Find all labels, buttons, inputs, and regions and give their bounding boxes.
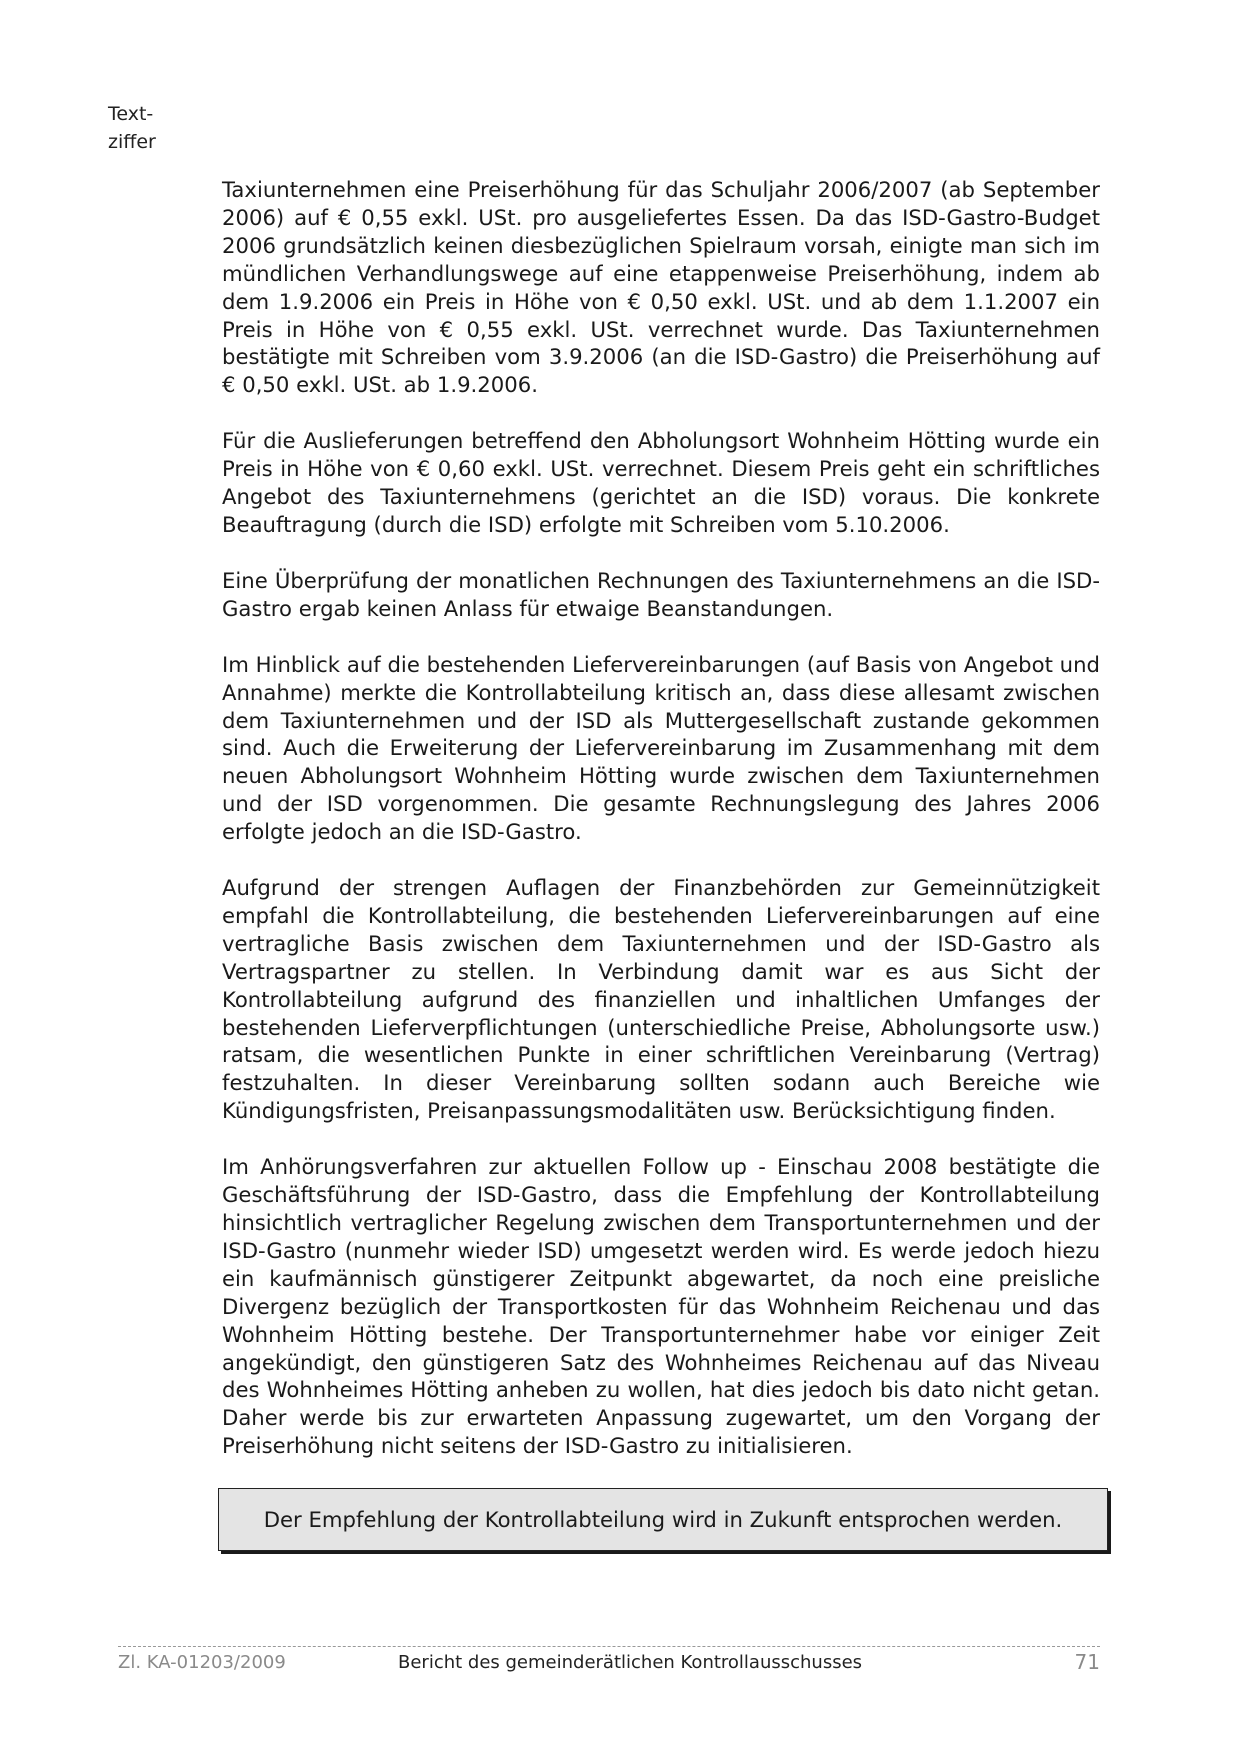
statement-box bbox=[218, 1488, 1108, 1551]
margin-label-line-2: ziffer bbox=[108, 131, 156, 153]
footer-title: Bericht des gemeinderätlichen Kontrollausschusses bbox=[398, 1652, 863, 1673]
paragraph-5: Aufgrund der strengen Auflagen der Finanzbehörden zur Gemeinnützigkeit empfahl die Kontrollabteilung, die bestehenden Liefervereinbarungen auf eine vertragliche Basis zwischen dem Taxiunternehmen und der ISD-Gastro als Vertragspartner zu stellen. In Verbindung damit war es aus Sicht der Kontrollabteilung aufgrund des finanziellen und inhaltlichen Umfanges der bestehenden Lieferverpflichtungen (unterschiedliche Preise, Abholungsorte usw.) ratsam, die wesentlichen Punkte in einer schriftlichen Vereinbarung (Vertrag) festzuhalten. In dieser Vereinbarung sollten sodann auch Bereiche wie Kündigungsfristen, Preisanpassungsmodalitäten usw. Berücksichtigung finden. bbox=[222, 875, 1100, 1124]
margin-label bbox=[108, 100, 156, 156]
paragraph-6: Im Anhörungsverfahren zur aktuellen Follow up - Einschau 2008 bestätigte die Geschäftsführung der ISD-Gastro, dass die Empfehlung der Kontrollabteilung hinsichtlich vertraglicher Regelung zwischen dem Transportunternehmen und der ISD-Gastro (nunmehr wieder ISD) umgesetzt werden wird. Es werde jedoch hiezu ein kaufmännisch günstigerer Zeitpunkt abgewartet, da noch eine preisliche Divergenz bezüglich der Transportkosten für das Wohnheim Reichenau und das Wohnheim Hötting bestehe. Der Transportunternehmer habe vor einiger Zeit angekündigt, den günstigeren Satz des Wohnheimes Reichenau auf das Niveau des Wohnheimes Hötting anheben zu wollen, hat dies jedoch bis dato nicht getan. Daher werde bis zur erwarteten Anpassung zugewartet, um den Vorgang der Preiserhöhung nicht seitens der ISD-Gastro zu initialisieren. bbox=[222, 1154, 1100, 1459]
page-number: 71 bbox=[1074, 1650, 1100, 1674]
paragraph-1: Taxiunternehmen eine Preiserhöhung für das Schuljahr 2006/2007 (ab September 2006) auf € 0,55 exkl. USt. pro ausgeliefertes Essen. Da das ISD-Gastro-Budget 2006 grundsätzlich keinen diesbezüglichen Spielraum vorsah, einigte man sich im mündlichen Verhandlungswege auf eine etappenweise Preiserhöhung, indem ab dem 1.9.2006 ein Preis in Höhe von € 0,50 exkl. USt. und ab dem 1.1.2007 ein Preis in Höhe von € 0,55 exkl. USt. verrechnet wurde. Das Taxiunternehmen bestätigte mit Schreiben vom 3.9.2006 (an die ISD-Gastro) die Preiserhöhung auf € 0,50 exkl. USt. ab 1.9.2006. bbox=[222, 177, 1100, 398]
footer-reference: Zl. KA-01203/2009 bbox=[118, 1652, 286, 1673]
statement-text: Der Empfehlung der Kontrollabteilung wird in Zukunft entsprochen werden. bbox=[263, 1507, 1063, 1532]
footer-divider bbox=[118, 1646, 1100, 1647]
paragraph-2: Für die Auslieferungen betreffend den Abholungsort Wohnheim Hötting wurde ein Preis in Höhe von € 0,60 exkl. USt. verrechnet. Diesem Preis geht ein schriftliches Angebot des Taxiunternehmens (gerichtet an die ISD) voraus. Die konkrete Beauftragung (durch die ISD) erfolgte mit Schreiben vom 5.10.2006. bbox=[222, 428, 1100, 537]
paragraph-3: Eine Überprüfung der monatlichen Rechnungen des Taxiunternehmens an die ISD-Gastro ergab keinen Anlass für etwaige Beanstandungen. bbox=[222, 567, 1100, 621]
margin-label-line-1: Text- bbox=[108, 103, 154, 125]
paragraph-4: Im Hinblick auf die bestehenden Liefervereinbarungen (auf Basis von Angebot und Annahme) merkte die Kontrollabteilung kritisch an, dass diese allesamt zwischen dem Taxiunternehmen und der ISD als Muttergesellschaft zustande gekommen sind. Auch die Erweiterung der Liefervereinbarung im Zusammenhang mit dem neuen Abholungsort Wohnheim Hötting wurde zwischen dem Taxiunternehmen und der ISD vorgenommen. Die gesamte Rechnungslegung des Jahres 2006 erfolgte jedoch an die ISD-Gastro. bbox=[222, 651, 1100, 845]
body-text bbox=[222, 176, 1100, 1488]
